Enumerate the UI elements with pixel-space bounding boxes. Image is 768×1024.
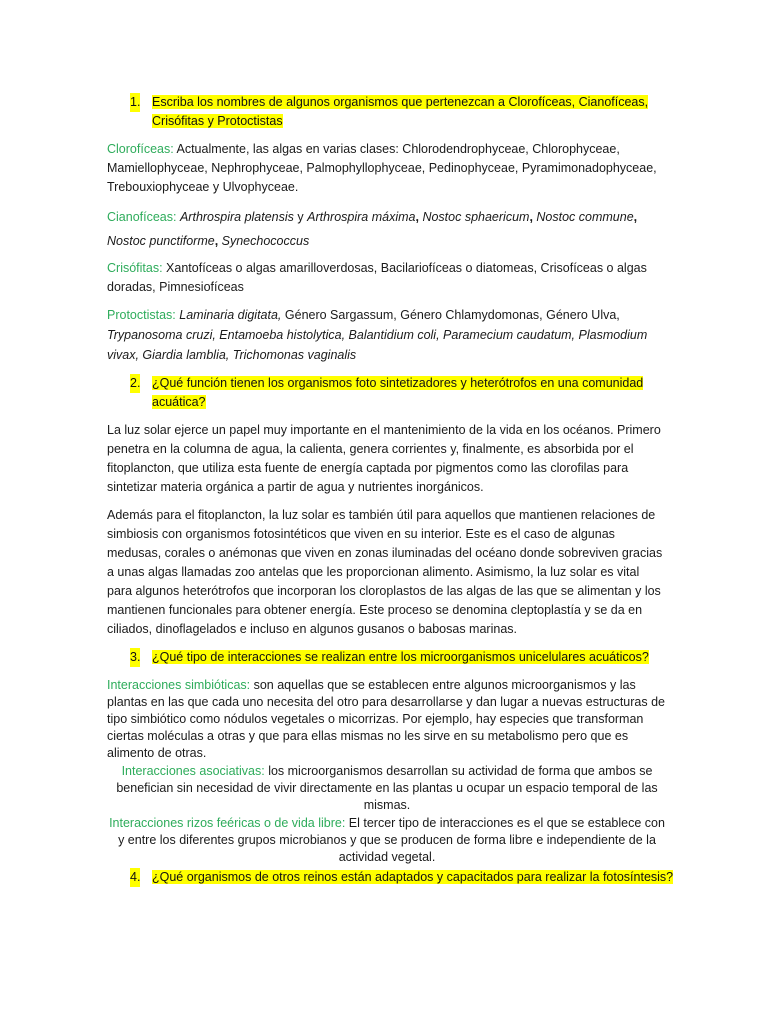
- species-name: Arthrospira platensis: [179, 210, 294, 224]
- answer-text: El tercer tipo de interacciones es el que se establece con y entre los diferentes grupos microbianos y que se producen de forma libre e independiente de la actividad vegetal.: [118, 816, 665, 864]
- answer-text: son aquellas que se establecen entre algunos microorganismos y las plantas en las que cada uno necesita del otro para desarrollarse y dan lugar a nuevas estructuras de tipo simbiótico como nódulos vegetales o micorrizas. Por ejemplo, hay especies que transforman ciertas moléculas a otras y que para ellas mismas no les sirve en su metabolismo pero que es alimento de otras.: [107, 678, 665, 760]
- answer-text: Xantofíceas o algas amarilloverdosas, Bacilariofíceas o diatomeas, Crisofíceas o algas doradas, Pimnesiofíceas: [107, 261, 647, 294]
- answer-clorofíceas: [107, 140, 667, 197]
- answer-rizos-feericas: [107, 815, 667, 866]
- answer-simbioticas: [107, 677, 667, 762]
- species-name: Synechococcus: [221, 234, 310, 248]
- answer-text: Género Sargassum, Género Chlamydomonas, Género Ulva,: [281, 308, 620, 322]
- section-label: Crisófitas:: [107, 261, 163, 275]
- section-label: Interacciones simbióticas:: [107, 678, 251, 692]
- separator: ,: [529, 210, 537, 224]
- separator: ,: [633, 210, 638, 224]
- section-label: Clorofíceas:: [107, 142, 174, 156]
- separator: ,: [214, 234, 222, 248]
- paragraph-fitoplancton: Además para el fitoplancton, la luz solar es también útil para aquellos que mantienen relaciones de simbiosis con organismos fotosintéticos que viven en su interior. Este es el caso de algunas medusas, corales o anémonas que viven en zonas iluminadas del océano donde sobreviven gracias a unas algas llamadas zoo antelas que les proporcionan alimento. Asimismo, la luz solar es vital para algunos heterótrofos que incorporan los cloroplastos de las algas de las que se alimentan y los mantienen funcionales para obtener energía. Este proceso se denomina cleptoplastía y se da en ciliados, dinoflagelados e incluso en algunos gusanos o babosas marinas.: [107, 508, 663, 636]
- question-number: 2.: [130, 374, 140, 393]
- question-text: ¿Qué organismos de otros reinos están adaptados y capacitados para realizar la fotosíntesis?: [152, 870, 674, 884]
- question-number: 3.: [130, 648, 140, 667]
- section-label: Interacciones asociativas:: [121, 764, 265, 778]
- species-name: Nostoc sphaericum: [422, 210, 530, 224]
- species-name: Arthrospira máxima: [307, 210, 416, 224]
- separator: ,: [415, 210, 423, 224]
- question-text: Escriba los nombres de algunos organismos que pertenezcan a Clorofíceas, Cianofíceas, Crisófitas y Protoctistas: [152, 95, 649, 128]
- answer-cianofíceas: [107, 205, 667, 253]
- question-text: ¿Qué función tienen los organismos foto sintetizadores y heterótrofos en una comunidad acuática?: [152, 376, 644, 409]
- paragraph-luz-solar: La luz solar ejerce un papel muy importante en el mantenimiento de la vida en los océanos. Primero penetra en la columna de agua, la calienta, genera corrientes y, finalmente, es absorbida por el fitoplancton, que utiliza esta fuente de energía captada por pigmentos como las clorofilas para sintetizar materia orgánica a partir de agua y nutrientes inorgánicos.: [107, 423, 661, 494]
- answer-text: los microorganismos desarrollan su actividad de forma que ambos se benefician sin necesidad de vivir directamente en las plantas u ocupar un espacio temporal de las mismas.: [116, 764, 658, 812]
- question-number: 4.: [130, 868, 140, 887]
- answer-asociativas: [107, 763, 667, 814]
- question-3: [130, 648, 690, 667]
- section-label: Cianofíceas:: [107, 210, 177, 224]
- species-name: Nostoc commune: [536, 210, 634, 224]
- species-name: Nostoc punctiforme: [107, 234, 215, 248]
- answer-crisófitas: [107, 259, 667, 297]
- answer-text: Actualmente, las algas en varias clases: Chlorodendrophyceae, Chlorophyceae, Mamiellophyceae, Nephrophyceae, Palmophyllophyceae, Pedinophyceae, Pyramimonadophyceae, Trebouxiophyceae y Ulvophyceae.: [107, 142, 657, 194]
- question-number: 1.: [130, 93, 140, 112]
- species-name: Laminaria digitata,: [179, 308, 282, 322]
- section-label: Interacciones rizos feéricas o de vida libre:: [109, 816, 346, 830]
- question-1: [130, 93, 690, 131]
- species-name: Trypanosoma cruzi, Entamoeba histolytica, Balantidium coli, Paramecium caudatum, Plasmodium vivax, Giardia lamblia, Trichomonas vaginalis: [107, 328, 648, 362]
- question-4: [130, 868, 690, 887]
- connector-text: y: [293, 210, 308, 224]
- section-label: Protoctistas:: [107, 308, 176, 322]
- question-2: [130, 374, 690, 412]
- answer-protoctistas: [107, 305, 667, 365]
- question-text: ¿Qué tipo de interacciones se realizan entre los microorganismos unicelulares acuáticos?: [152, 650, 649, 664]
